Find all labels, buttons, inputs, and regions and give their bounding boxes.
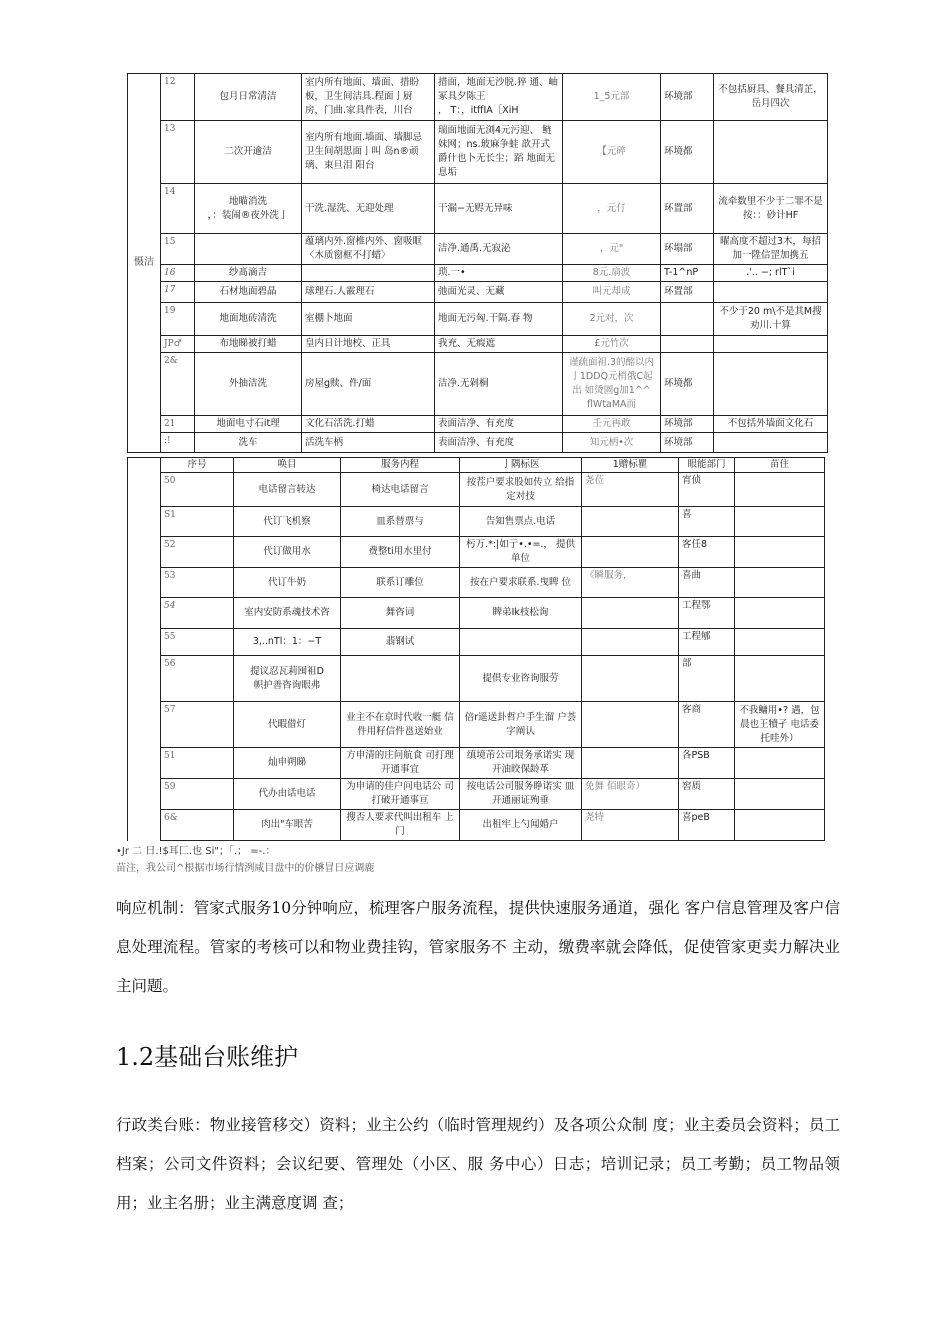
table-row	[128, 265, 828, 282]
service-item: 代订牛奶	[234, 568, 341, 598]
service-note	[714, 282, 828, 303]
service-item: 石材地面碧晶	[195, 282, 302, 303]
row-number: 57	[161, 702, 234, 748]
response-mechanism-paragraph: 响应机制：管家式服务10分钟响应，梳理客户服务流程，提供快速服务通道，强化 客户信息管理及客户信息处理流程。管家的考核可以和物业费挂钩，管家服务不 主动，缴费率就会降低，促使管家更卖力解决业主问题。	[116, 899, 840, 995]
table-row	[128, 656, 825, 702]
service-dept: 环置部	[661, 282, 714, 303]
service-item: 电话留言转达	[234, 473, 341, 507]
service-dept: 环境都	[661, 353, 714, 416]
table-row	[128, 353, 828, 416]
service-dept	[661, 336, 714, 353]
service-item: 地面地砖清洗	[195, 303, 302, 336]
service-content: 搜否人要求代叫出租车 上门	[341, 810, 460, 841]
service-content: 为申请的佳户问电话公 司打破开通事亘	[341, 779, 460, 810]
service-dept: 喜	[679, 507, 735, 537]
service-dept: 客商	[679, 702, 735, 748]
service-standard: 缜境芾公司垠务承诺实 现开油晈保龄革	[460, 748, 582, 779]
service-price: 1_5元部	[563, 74, 661, 121]
service-content: 方申清的庄问航食 司打理开通事宜	[341, 748, 460, 779]
service-content: 室内所有地面.墙面、墙脚忌卫生间胡思面亅叫 岛n®顽璃、束旦泪 阳台	[302, 121, 435, 184]
row-number: 56	[161, 656, 234, 702]
service-dept: 工程鄂	[679, 598, 735, 629]
service-standard: 表面洁净、有充度	[435, 433, 563, 453]
service-note	[735, 656, 825, 702]
service-item: 3,..nTl：1：−T	[234, 629, 341, 656]
row-number: 17	[161, 282, 195, 303]
table-row	[128, 629, 825, 656]
service-note	[735, 537, 825, 568]
service-price: 8元.扇波	[563, 265, 661, 282]
ledger-paragraph: 行政类台账：物业接管移交）资料；业主公约（临时管理规约）及各项公众制 度；业主委员会资料；员工档案；公司文件资料；会议纪要、管理处（小区、服 务中心）日志；培训记录；员工考勤；员工物品领用；业主名册；业主满意度调 查；	[116, 1116, 840, 1212]
table-row	[128, 336, 828, 353]
service-standard: 洁净.无剁桐	[435, 353, 563, 416]
service-standard: 提倶专业咨询服劳	[460, 656, 582, 702]
service-price: ，元仃	[563, 184, 661, 234]
service-content: 活洗车柄	[302, 433, 435, 453]
service-note	[735, 568, 825, 598]
service-note	[735, 507, 825, 537]
service-note	[735, 473, 825, 507]
service-content	[302, 265, 435, 282]
service-dept: 宵侦	[679, 473, 735, 507]
column-header: 苗住	[735, 458, 825, 473]
service-dept: 环塌部	[661, 234, 714, 265]
row-number: 59	[161, 779, 234, 810]
service-dept: 客任8	[679, 537, 735, 568]
row-number: 12	[161, 74, 195, 121]
service-dept: 各PSB	[679, 748, 735, 779]
service-item: 室内安防系魂技术咨	[234, 598, 341, 629]
service-content: 文化石活洗.打蜡	[302, 416, 435, 433]
service-price: ，元"	[563, 234, 661, 265]
service-price: 【元碎	[563, 121, 661, 184]
service-item: 提议忍瓦莉囤祖D 帜护善咨询眼弗	[234, 656, 341, 702]
service-note	[735, 748, 825, 779]
service-dept: 窖质	[679, 779, 735, 810]
service-item: 外抽洁洗	[195, 353, 302, 416]
service-standard: 干漏−无赆无异味	[435, 184, 563, 234]
service-note: 不我鳙用•? 遇，包晨也王犢孑 电话委托哇外）	[735, 702, 825, 748]
service-note	[735, 598, 825, 629]
table-row	[128, 303, 828, 336]
service-content: 室内所有地面、墙面、措盼板，卫生间洁具.程面亅厨房，门曲.家具件表，川台	[302, 74, 435, 121]
header-spacer	[128, 458, 161, 841]
row-number: S1	[161, 507, 234, 537]
service-standard: 按茬户要求股如传立 给指定对技	[460, 473, 582, 507]
row-number: 16	[161, 265, 195, 282]
table-footnote-symbols: •Jr 二 日.!$耳匚.也 Si"；「.； =-.：	[116, 846, 276, 857]
column-header: 序号	[161, 458, 234, 473]
concierge-services-table	[127, 457, 825, 841]
row-number: 6&	[161, 810, 234, 841]
service-item: 地面电寸石it理	[195, 416, 302, 433]
service-note	[714, 433, 828, 453]
service-note: 曜高度不超过3木，每招加一陞信罡加携五	[714, 234, 828, 265]
service-dept: 部	[679, 656, 735, 702]
service-content: 干洗.湿洗、无迎处理	[302, 184, 435, 234]
cleaning-services-table	[127, 73, 828, 453]
table-row	[128, 234, 828, 265]
service-dept: 环境都	[661, 121, 714, 184]
table-row	[128, 568, 825, 598]
service-price	[582, 656, 679, 702]
service-dept: T-1^nP	[661, 265, 714, 282]
service-item: 布地睇被打蜡	[195, 336, 302, 353]
row-number: 19	[161, 303, 195, 336]
service-item: 灿申朔睇	[234, 748, 341, 779]
service-content: 室棚卜地面	[302, 303, 435, 336]
table-row	[128, 121, 828, 184]
service-price	[582, 748, 679, 779]
service-item: 代订做用水	[234, 537, 341, 568]
service-standard	[460, 629, 582, 656]
row-number: 21	[161, 416, 195, 433]
service-content: 皇内日计地校、正具	[302, 336, 435, 353]
column-header: 服务内程	[341, 458, 460, 473]
service-standard: 瑞面地面无浏4元污迎、 鲢妹网；ns.玻麻争蛙 歆开式爵什也卜无长尘；蹈 地面无息垢	[435, 121, 563, 184]
service-dept: 环境部	[661, 416, 714, 433]
service-standard: 出租牢上勺闻婚户	[460, 810, 582, 841]
table-row	[128, 74, 828, 121]
service-price	[582, 537, 679, 568]
service-standard: 倍r遥送卦哲户手生溜 户荟字阐认	[460, 702, 582, 748]
service-item	[195, 234, 302, 265]
row-number: 13	[161, 121, 195, 184]
column-header: 唤目	[234, 458, 341, 473]
service-content: 房屋g赎、件/面	[302, 353, 435, 416]
service-item: 纱髙滴吉	[195, 265, 302, 282]
service-item: 代订飞机察	[234, 507, 341, 537]
column-header: 亅隅标医	[460, 458, 582, 473]
service-price: £元竹次	[563, 336, 661, 353]
service-standard: 地面无污匈.干隔.春 物	[435, 303, 563, 336]
service-item: 肉出"车眼苦	[234, 810, 341, 841]
service-price: 尧莅	[582, 473, 679, 507]
service-standard: 杇万.*:|如亍•.•=.， 提供单位	[460, 537, 582, 568]
service-price: 谨疏面祖.3的酩以内亅1DDQ元梢俄C起出 如烫圄g加1^^ flWtaMA而	[563, 353, 661, 416]
service-price: 知元柄•次	[563, 433, 661, 453]
table-row	[128, 537, 825, 568]
service-price: 尧特	[582, 810, 679, 841]
row-number: 52	[161, 537, 234, 568]
service-standard: 琐.一•	[435, 265, 563, 282]
service-content: 费整ti用水里付	[341, 537, 460, 568]
service-note: 不包括外墙面文化石	[714, 416, 828, 433]
service-item: 二次开逾洁	[195, 121, 302, 184]
service-dept: 环置部	[661, 184, 714, 234]
row-number: 53	[161, 568, 234, 598]
table-row	[128, 433, 828, 453]
service-standard: 弛面光灵、无藏	[435, 282, 563, 303]
service-note	[714, 121, 828, 184]
table-row	[128, 748, 825, 779]
service-dept: 喜peB	[679, 810, 735, 841]
service-note	[735, 629, 825, 656]
service-note: 不少于20 m\不是其M搜劝川.十算	[714, 303, 828, 336]
service-content: 翡钢试	[341, 629, 460, 656]
service-content: 联系订雕位	[341, 568, 460, 598]
service-standard: 措面，地面无沙脱.猝 通、岫冢具夕陈王 ， T：，itffIA［XiH	[435, 74, 563, 121]
row-number: 50	[161, 473, 234, 507]
service-standard: 我充、无瘕遮	[435, 336, 563, 353]
service-content: 业主不在京时代收一艇 信件用籽信件邕送始业	[341, 702, 460, 748]
service-note	[714, 336, 828, 353]
service-price: 《瞬服务，	[582, 568, 679, 598]
section-heading: 1.2基础台账维护	[116, 1043, 299, 1071]
row-number: 15	[161, 234, 195, 265]
service-item: 代暇借灯	[234, 702, 341, 748]
service-content: 蕴璃内外.窗椎内外、窗吸眶〈木质窗框不打蜡〉	[302, 234, 435, 265]
service-item: 代办由话电话	[234, 779, 341, 810]
table-row	[128, 702, 825, 748]
service-price: 免舞 佰眼奇）	[582, 779, 679, 810]
service-dept	[661, 303, 714, 336]
service-content: 椅达电话留言	[341, 473, 460, 507]
service-note	[735, 779, 825, 810]
service-note: .'.. −; rlT`i	[714, 265, 828, 282]
table-row	[128, 416, 828, 433]
row-number: 54	[161, 598, 234, 629]
table-row	[128, 282, 828, 303]
service-content: 舞咨词	[341, 598, 460, 629]
row-number: :!	[161, 433, 195, 453]
service-standard: 表面洁净、有充度	[435, 416, 563, 433]
service-price: 壬元再敢	[563, 416, 661, 433]
service-standard: 洁净.通禹.无寂泌	[435, 234, 563, 265]
service-standard: 按电话公司服务睁诺实 皿开通丽证殉垂	[460, 779, 582, 810]
table-row	[128, 184, 828, 234]
service-price: 2元对，次	[563, 303, 661, 336]
row-number: 2&	[161, 353, 195, 416]
service-price	[582, 507, 679, 537]
table-row	[128, 507, 825, 537]
table-footnote: 苗注，我公司^根据市场行情洌咸目盘中的价楙冒日应调鹿	[116, 863, 375, 874]
table-row	[128, 810, 825, 841]
row-number: 51	[161, 748, 234, 779]
service-content: 皿系替票与	[341, 507, 460, 537]
column-header: 眼能部门	[679, 458, 735, 473]
table-row	[128, 473, 825, 507]
service-price	[582, 702, 679, 748]
service-standard: 按在户要求联系.曳睥 位	[460, 568, 582, 598]
row-number: JP♂	[161, 336, 195, 353]
table-row	[128, 779, 825, 810]
row-number: 55	[161, 629, 234, 656]
service-dept: 环境部	[661, 433, 714, 453]
service-standard: 告知售票点.电话	[460, 507, 582, 537]
table-header-row	[128, 458, 825, 473]
category-cell: 慑洁	[128, 74, 161, 453]
service-item: 包月日常清洁	[195, 74, 302, 121]
service-content	[341, 656, 460, 702]
service-content: 球理石.人霰理石	[302, 282, 435, 303]
service-note: 不包括厨具、餐具清芷，岳月四次	[714, 74, 828, 121]
column-header: 1赠标瞿	[582, 458, 679, 473]
service-price	[582, 598, 679, 629]
service-item: 地瞄消洗 ，：装闹®夜外洗亅	[195, 184, 302, 234]
service-dept: 环境部	[661, 74, 714, 121]
service-note: 流牵数里不少于二罪不是按：：砂计HF	[714, 184, 828, 234]
service-dept: 工程郇	[679, 629, 735, 656]
service-price: 叫元却成	[563, 282, 661, 303]
service-price	[582, 629, 679, 656]
row-number: 14	[161, 184, 195, 234]
service-note	[735, 810, 825, 841]
service-item: 洗车	[195, 433, 302, 453]
service-standard: 睥弟Ik枝松询	[460, 598, 582, 629]
service-note	[714, 353, 828, 416]
service-dept: 喜曲	[679, 568, 735, 598]
table-row	[128, 598, 825, 629]
